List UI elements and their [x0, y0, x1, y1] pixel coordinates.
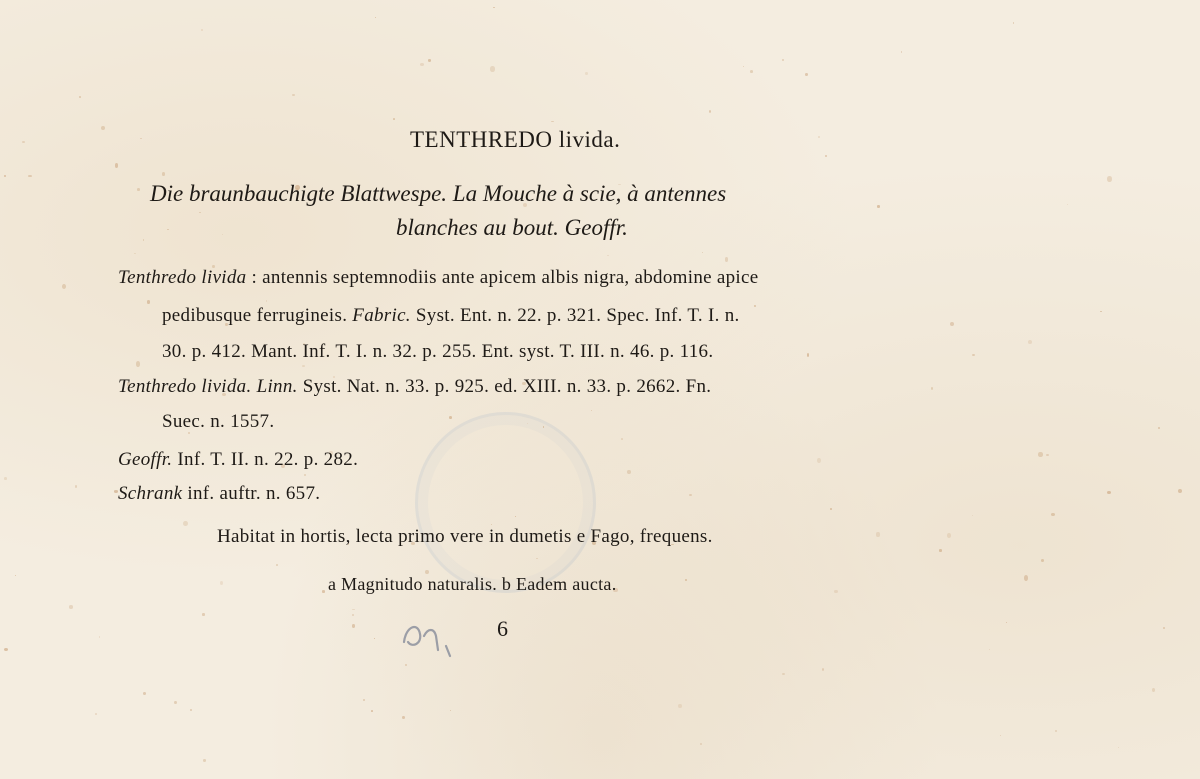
foxing-speck — [621, 438, 623, 440]
foxing-speck — [140, 138, 142, 139]
foxing-speck — [75, 485, 77, 487]
foxing-speck — [162, 172, 166, 176]
foxing-speck — [220, 581, 223, 586]
foxing-speck — [678, 704, 682, 709]
page-number: 6 — [497, 616, 508, 641]
reference-author: Fabric. — [352, 305, 411, 326]
foxing-speck — [276, 564, 278, 566]
foxing-speck — [1055, 730, 1057, 732]
foxing-speck — [428, 59, 431, 62]
foxing-speck — [825, 155, 827, 157]
foxing-speck — [28, 175, 32, 178]
reference-line — [118, 268, 758, 287]
foxing-speck — [95, 713, 97, 715]
foxing-speck — [136, 361, 140, 366]
foxing-speck — [79, 96, 81, 98]
foxing-speck — [69, 605, 73, 609]
foxing-speck — [947, 533, 951, 538]
reference-text: Syst. Nat. n. 33. p. 925. ed. XIII. n. 33. p. 2662. Fn. — [297, 376, 712, 397]
habitat-text: Habitat in hortis, lecta primo vere in dumetis e Fago, frequens. — [217, 526, 713, 547]
reference-author: Tenthredo livida. Linn. — [118, 376, 298, 397]
foxing-speck — [167, 229, 169, 230]
foxing-speck — [134, 253, 136, 254]
foxing-speck — [1118, 747, 1120, 748]
foxing-speck — [818, 136, 820, 137]
foxing-speck — [115, 163, 118, 167]
foxing-speck — [371, 710, 373, 712]
foxing-speck — [1041, 559, 1045, 562]
foxing-speck — [607, 255, 609, 257]
foxing-speck — [174, 701, 177, 704]
foxing-speck — [203, 759, 206, 762]
foxing-speck — [420, 63, 424, 66]
foxing-speck — [352, 624, 356, 628]
foxing-speck — [1006, 622, 1007, 623]
reference-text: pedibusque ferrugineis. — [162, 305, 353, 326]
reference-text: Syst. Ent. n. 22. p. 321. Spec. Inf. T. I. n. — [410, 305, 740, 326]
foxing-speck — [782, 673, 784, 675]
species-name: livida. — [558, 127, 621, 152]
foxing-speck — [201, 29, 203, 31]
foxing-speck — [1100, 311, 1101, 313]
common-names-line-2: blanches au bout. Geoffr. — [396, 215, 628, 240]
reference-text: 30. p. 412. Mant. Inf. T. I. n. 32. p. 255. Ent. syst. T. III. n. 46. p. 116. — [162, 341, 714, 362]
foxing-speck — [199, 212, 201, 213]
foxing-speck — [1038, 452, 1042, 456]
foxing-speck — [402, 716, 405, 719]
foxing-speck — [591, 410, 592, 411]
reference-text: Suec. n. 1557. — [162, 411, 275, 432]
foxing-speck — [352, 614, 354, 616]
reference-line — [162, 306, 740, 325]
foxing-speck — [1000, 735, 1001, 736]
foxing-speck — [490, 66, 494, 71]
foxing-speck — [190, 709, 192, 711]
foxing-speck — [830, 508, 832, 510]
foxing-speck — [375, 17, 377, 19]
foxing-speck — [931, 387, 933, 390]
foxing-speck — [700, 743, 701, 745]
foxing-speck — [137, 188, 140, 191]
reference-author: Tenthredo livida — [118, 267, 247, 288]
foxing-speck — [302, 365, 305, 367]
foxing-speck — [1163, 627, 1165, 629]
foxing-speck — [876, 532, 879, 536]
reference-author: Geoffr. — [118, 449, 173, 470]
foxing-speck — [449, 416, 452, 419]
foxing-speck — [62, 284, 66, 289]
foxing-speck — [393, 118, 395, 120]
foxing-speck — [266, 300, 267, 301]
foxing-speck — [183, 521, 187, 526]
foxing-speck — [1013, 22, 1014, 24]
foxing-speck — [543, 426, 544, 427]
foxing-speck — [202, 613, 204, 616]
reference-text: : antennis septemnodiis ante apicem albis nigra, abdomine apice — [246, 267, 759, 288]
reference-line — [162, 342, 713, 361]
pencil-mark-icon — [398, 612, 458, 662]
reference-text: Inf. T. II. n. 22. p. 282. — [172, 449, 359, 470]
figure-caption: a Magnitudo naturalis. b Eadem aucta. — [328, 574, 617, 594]
foxing-speck — [834, 590, 838, 594]
reference-line — [118, 377, 711, 396]
foxing-speck — [1107, 176, 1111, 181]
foxing-speck — [292, 94, 295, 96]
foxing-speck — [352, 609, 354, 611]
foxing-speck — [709, 110, 711, 113]
foxing-speck — [1046, 454, 1049, 456]
foxing-speck — [725, 257, 728, 262]
foxing-speck — [822, 668, 824, 671]
foxing-speck — [1067, 204, 1068, 206]
reference-line — [118, 450, 358, 469]
foxing-speck — [950, 322, 954, 326]
foxing-speck — [702, 252, 704, 253]
foxing-speck — [322, 590, 326, 593]
foxing-speck — [939, 549, 942, 551]
foxing-speck — [99, 636, 101, 638]
foxing-speck — [1024, 575, 1028, 581]
foxing-speck — [22, 141, 25, 143]
foxing-speck — [4, 477, 7, 480]
foxing-speck — [4, 175, 6, 177]
foxing-speck — [877, 205, 879, 208]
species-heading — [410, 128, 620, 151]
foxing-speck — [754, 305, 756, 307]
foxing-speck — [1107, 491, 1111, 494]
foxing-speck — [222, 234, 223, 235]
foxing-speck — [551, 121, 554, 123]
foxing-speck — [363, 699, 365, 701]
foxing-speck — [689, 494, 691, 496]
foxing-speck — [743, 66, 745, 67]
reference-line — [162, 412, 274, 431]
foxing-speck — [450, 710, 451, 711]
reference-text: inf. auftr. n. 657. — [182, 483, 321, 504]
foxing-speck — [143, 239, 145, 241]
foxing-speck — [1028, 340, 1032, 344]
foxing-speck — [585, 72, 588, 75]
foxing-speck — [1051, 513, 1055, 517]
common-names-line-1: Die braunbauchigte Blattwespe. La Mouche à scie, à antennes — [150, 181, 727, 206]
foxing-speck — [15, 575, 16, 576]
foxing-speck — [1158, 427, 1161, 429]
foxing-speck — [405, 664, 407, 666]
foxing-speck — [807, 353, 810, 357]
foxing-speck — [685, 579, 687, 582]
foxing-speck — [304, 474, 306, 476]
foxing-speck — [493, 7, 494, 8]
foxing-speck — [147, 300, 150, 303]
foxing-speck — [1152, 688, 1155, 692]
foxing-speck — [374, 638, 375, 639]
reference-line — [118, 484, 320, 503]
foxing-speck — [627, 470, 631, 474]
reference-author: Schrank — [118, 483, 183, 504]
foxing-speck — [782, 59, 784, 61]
genus-name: TENTHREDO — [410, 127, 553, 152]
foxing-speck — [750, 70, 753, 73]
faded-library-stamp — [415, 412, 596, 593]
foxing-speck — [805, 73, 808, 76]
foxing-speck — [1178, 489, 1182, 493]
foxing-speck — [972, 515, 974, 516]
foxing-speck — [143, 692, 146, 695]
foxing-speck — [901, 51, 902, 52]
foxing-speck — [989, 649, 990, 650]
foxing-speck — [972, 354, 974, 356]
foxing-speck — [817, 458, 821, 463]
foxing-speck — [101, 126, 105, 130]
foxing-speck — [4, 648, 8, 651]
